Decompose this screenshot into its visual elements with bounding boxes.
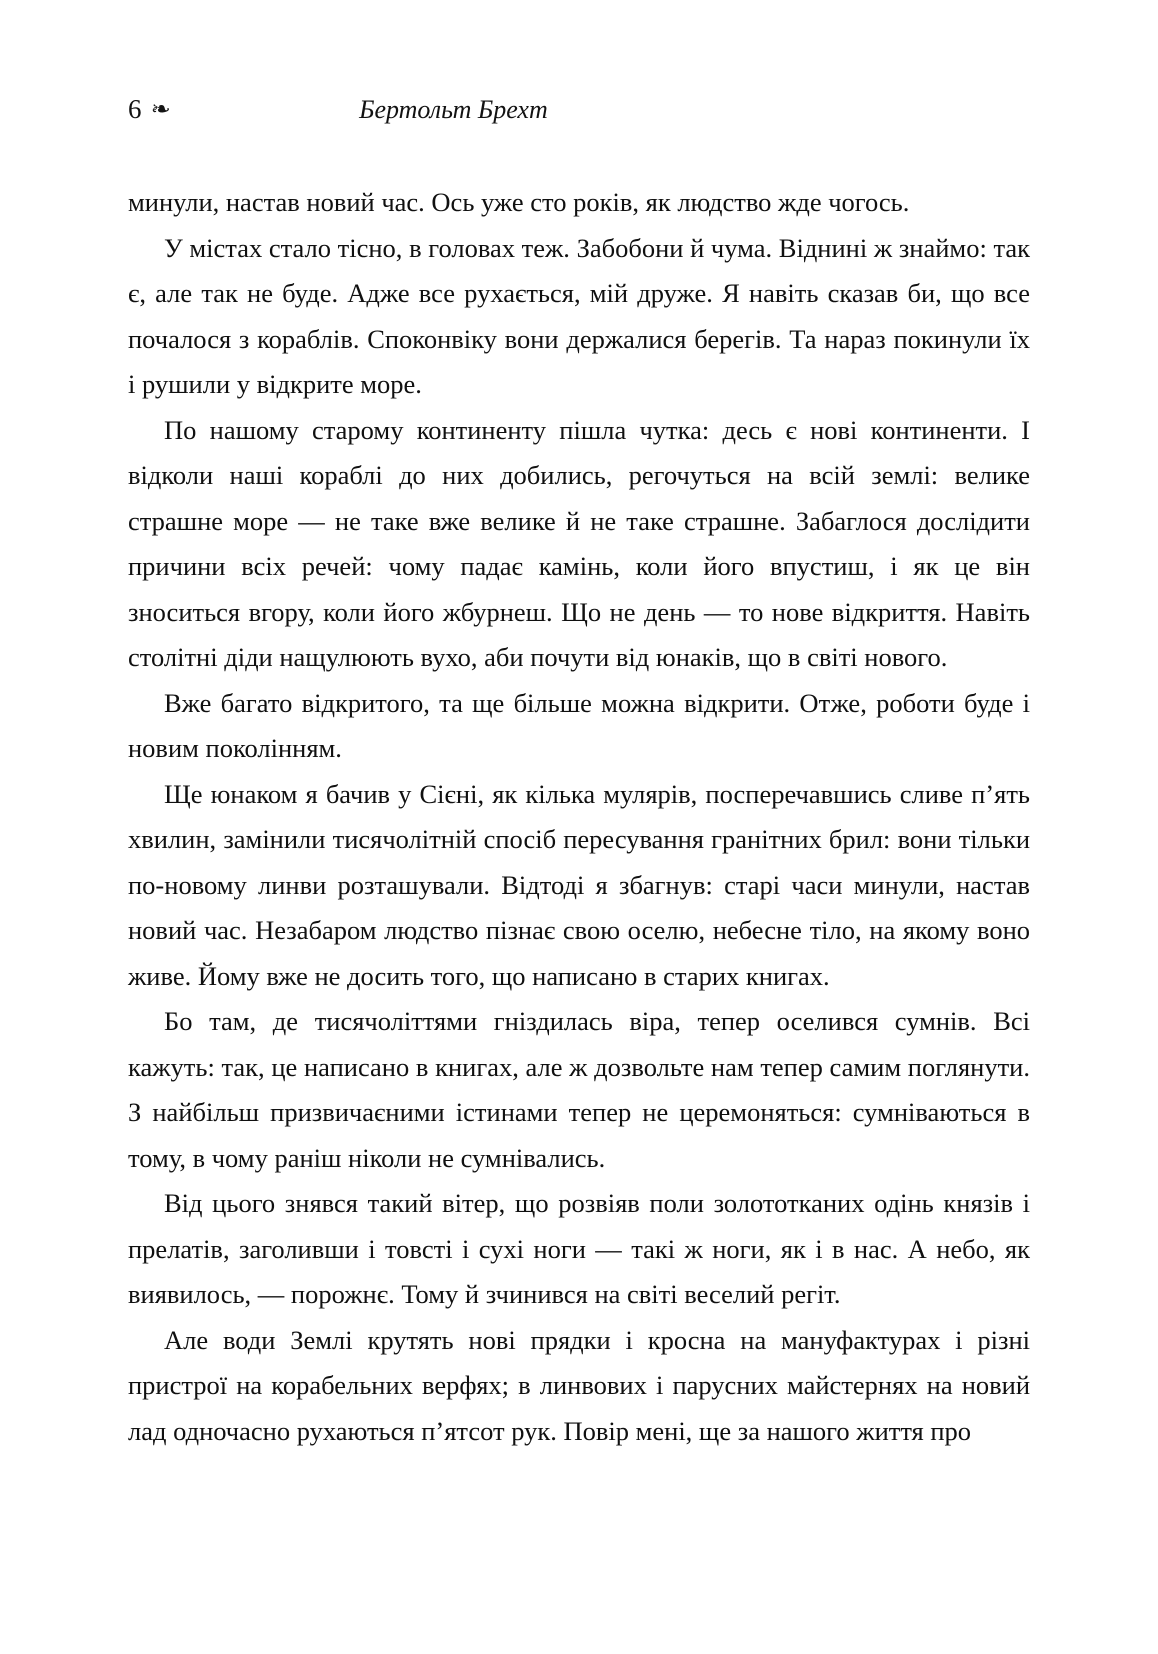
body-paragraph: Але води Землі крутять нові прядки і кросна на мануфактурах і різні пристрої на корабельних верфях; в линвових і парусних майстернях на новий лад одночасно рухаються п’ятсот рук. Повір мені, ще за нашого життя про [128, 1324, 1030, 1446]
fleuron-ornament-icon: ❧ [150, 97, 171, 121]
folio-group [128, 96, 169, 123]
body-paragraph: Від цього знявся такий вітер, що розвіяв поли золототканих одінь князів і прелатів, заголивши і товсті і сухі ноги — такі ж ноги, як і в нас. А небо, як виявилось, — порожнє. Тому й зчинився на світі веселий регіт. [128, 1188, 1030, 1309]
body-paragraph: По нашому старому континенту пішла чутка: десь є нові континенти. І відколи наші кораблі до них добились, регочуться на всій землі: велике страшне море — не таке вже велике й не таке страшне. Забаглося дослідити причини всіх речей: чому падає камінь, коли його впустиш, і як це він зноситься вгору, коли його жбурнеш. Що не день — то нове відкриття. Навіть столітні діди нащулюють вухо, аби почути від юнаків, що в світі нового. [128, 414, 1030, 672]
body-paragraph: минули, настав новий час. Ось уже сто років, як людство жде чогось. [128, 187, 910, 217]
running-header [128, 96, 1030, 136]
page-number: 6 [128, 94, 142, 124]
body-paragraph: Вже багато відкритого, та ще більше можна відкрити. Отже, роботи буде і новим поколінням. [128, 687, 1030, 763]
body-paragraph: Ще юнаком я бачив у Сієні, як кілька мулярів, посперечавшись сливе п’ять хвилин, замінили тисячолітній спосіб пересування гранітних брил: вони тільки по-новому линви розташували. Відтоді я збагнув: старі часи минули, настав новий час. Незабаром людство пізнає свою оселю, небесне тіло, на якому воно живе. Йому вже не досить того, що написано в старих книгах. [128, 778, 1030, 991]
body-paragraph: Бо там, де тисячоліттями гніздилась віра, тепер оселився сумнів. Всі кажуть: так, це написано в книгах, але ж дозвольте нам тепер самим поглянути. З найбільш призвичаєними істинами тепер не церемоняться: сумніваються в тому, в чому раніш ніколи не сумнівались. [128, 1006, 1030, 1173]
header-author-name: Бертольт Брехт [359, 95, 548, 124]
body-paragraph: У містах стало тісно, в головах теж. Забобони й чума. Віднині ж знаймо: так є, але так не буде. Адже все рухається, мій друже. Я навіть сказав би, що все почалося з кораблів. Споконвіку вони держалися берегів. Та нараз покинули їх і рушили у відкрите море. [128, 232, 1030, 399]
body-text-block [128, 180, 1030, 1454]
